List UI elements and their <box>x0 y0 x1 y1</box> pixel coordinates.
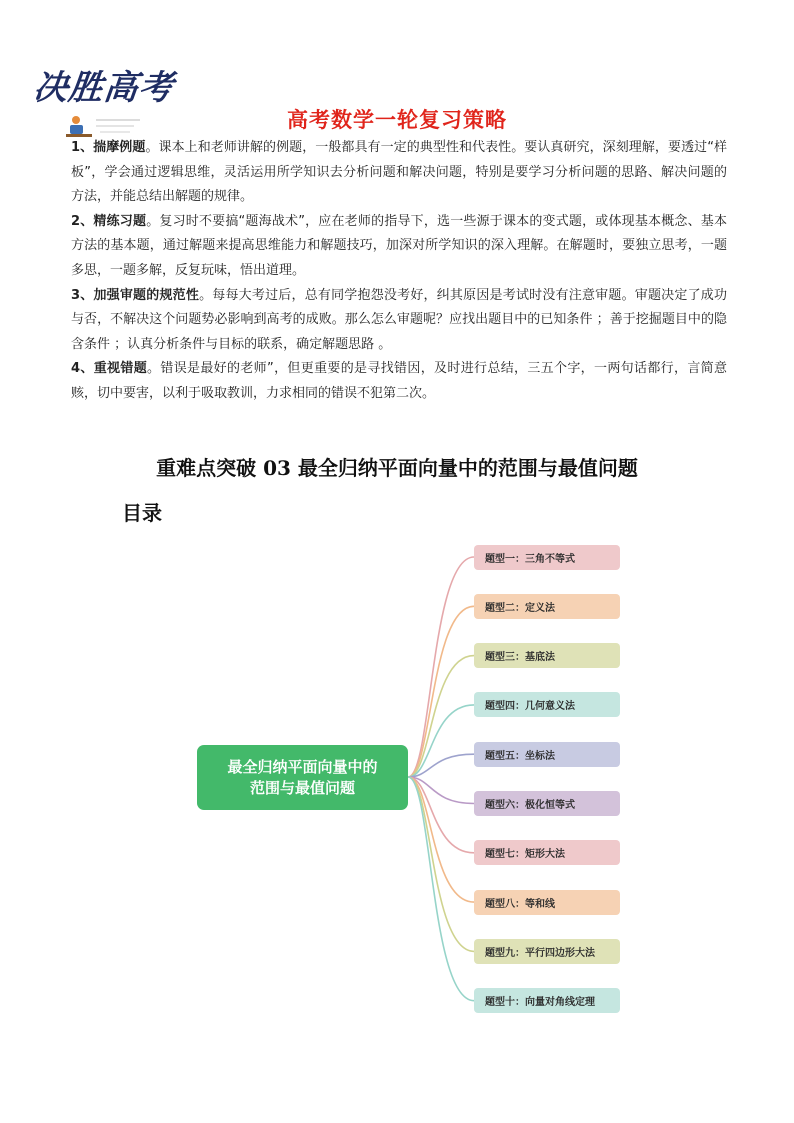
tip-heading: 3、加强审题的规范性 <box>71 287 200 303</box>
tip-text: 。错误是最好的老师”，但更重要的是寻找错因，及时进行总结，三五个字，一两句话都行，言简意赅，切中要害，以利于吸取教训，力求相同的错误不犯第二次。 <box>71 361 727 401</box>
mindmap-branch: 题型八：等和线 <box>474 890 620 915</box>
section-title: 重难点突破 03 最全归纳平面向量中的范围与最值问题 <box>156 456 638 480</box>
page-title: 高考数学一轮复习策略 <box>287 108 507 132</box>
mindmap-connector <box>408 557 474 777</box>
mindmap-branch: 题型十：向量对角线定理 <box>474 988 620 1013</box>
mindmap-branch: 题型七：矩形大法 <box>474 840 620 865</box>
mindmap-branch: 题型三：基底法 <box>474 643 620 668</box>
center-node-line: 范围与最值问题 <box>249 778 355 797</box>
tip-heading: 4、重视错题 <box>71 361 148 377</box>
tip-text: 。复习时不要搞“题海战术”，应在老师的指导下，选一些源于课本的变式题，或体现基本概念、基本方法的基本题，通过解题来提高思维能力和解题技巧，加深对所学知识的深入理解。在解题时，要独立思考，一题多思，一题多解，反复玩味，悟出道理。 <box>71 213 727 278</box>
tip-heading: 1、揣摩例题 <box>71 140 146 155</box>
mindmap-center-node <box>197 745 408 810</box>
mindmap-branch: 题型一：三角不等式 <box>474 545 620 570</box>
mindmap-branch: 题型二：定义法 <box>474 594 620 619</box>
mindmap-branch: 题型六：极化恒等式 <box>474 791 620 816</box>
mindmap-branch: 题型九：平行四边形大法 <box>474 939 620 964</box>
tip-heading: 2、精练习题 <box>71 213 147 229</box>
tip-text: 。每每大考过后，总有同学抱怨没考好，纠其原因是考试时没有注意审题。审题决定了成功与否，不解决这个问题势必影响到高考的成败。那么怎么审题呢？应找出题目中的已知条件 ；善于挖掘题目中的隐含条件 ；认真分析条件与目标的联系，确定解题思路 。 <box>71 287 727 352</box>
toc-heading: 目录 <box>122 501 162 525</box>
tip-text: 。课本上和老师讲解的例题，一般都具有一定的典型性和代表性。要认真研究，深刻理解，要透过“样板”，学会通过逻辑思维，灵活运用所学知识去分析问题和解决问题，特别是要学习分析问题的思路、解决问题的方法，并能总结出解题的规律。 <box>71 140 727 205</box>
mindmap-branch: 题型四：几何意义法 <box>474 692 620 717</box>
mindmap-branch: 题型五：坐标法 <box>474 742 620 767</box>
logo-text: 决胜高考 <box>31 68 176 108</box>
mindmap-connector <box>408 777 474 1001</box>
center-node-line: 最全归纳平面向量中的 <box>227 757 378 776</box>
